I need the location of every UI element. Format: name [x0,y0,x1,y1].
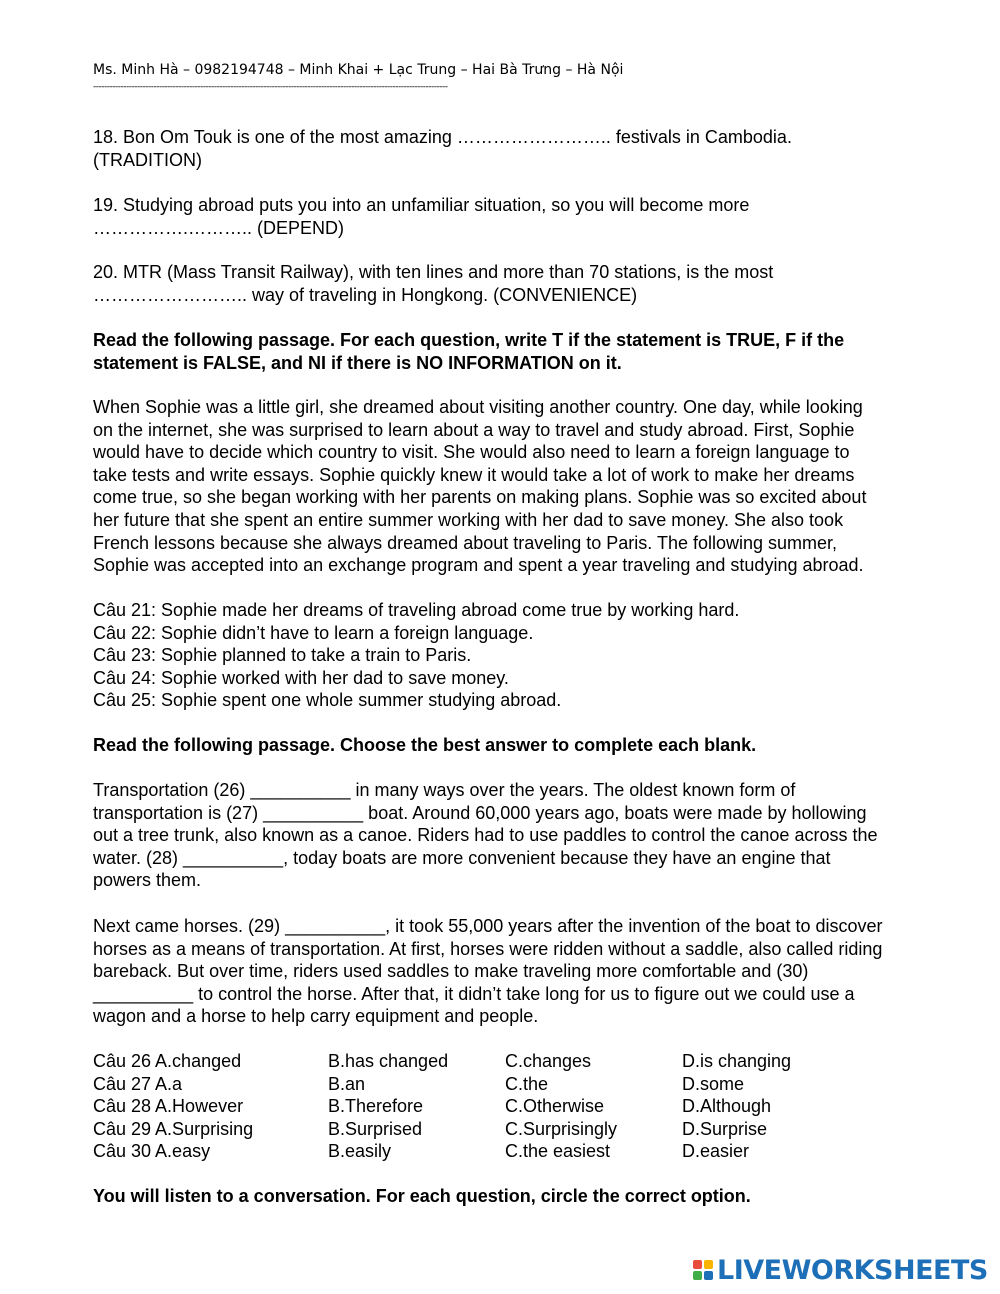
tf-passage [93,396,866,577]
passage-line: bareback. But over time, riders used saddles to make traveling more comfortable and (30) [93,961,809,982]
option-26-b: B.has changed [328,1051,449,1071]
logo-square-icon [693,1260,702,1269]
liveworksheets-logo [693,1254,988,1286]
option-27-d: D.some [682,1073,745,1094]
passage-line: Next came horses. (29) __________, it took 55,000 years after the invention of the boat to discover [93,916,883,936]
question-22: Câu 22: Sophie didn’t have to learn a foreign language. [93,622,534,643]
option-28-d: D.Although [682,1096,772,1117]
question-19: 19. Studying abroad puts you into an unfamiliar situation, so you will become more …………….……….. (DEPEND) [93,195,750,238]
option-30-b: B.easily [328,1141,392,1162]
passage-line: When Sophie was a little girl, she dreamed about visiting another country. One day, while looking [93,397,863,417]
options-row-28 [93,1095,882,1118]
options-row-26 [93,1050,882,1073]
question-20: 20. MTR (Mass Transit Railway), with ten lines and more than 70 stations, is the most …………………….. way of traveling in Hongkong. (CONVENIENCE) [93,262,774,305]
listening-instruction: You will listen to a conversation. For each question, circle the correct option. [93,1186,751,1206]
cloze-paragraph-1 [93,779,877,892]
passage-line: __________ to control the horse. After that, it didn’t take long for us to figure out we could use a [93,983,855,1004]
logo-square-icon [693,1271,702,1280]
logo-text: LIVEWORKSHEETS [717,1254,988,1286]
options-row-29 [93,1118,882,1141]
cloze-instruction: Read the following passage. Choose the best answer to complete each blank. [93,735,757,755]
options-row-27 [93,1073,882,1096]
passage-line: her future that she spent an entire summer working with her dad to save money. She also took [93,509,844,530]
question-21: Câu 21: Sophie made her dreams of traveling abroad come true by working hard. [93,600,740,620]
passage-line: transportation is (27) __________ boat. Around 60,000 years ago, boats were made by hollowing [93,802,867,823]
passage-line: Transportation (26) __________ in many ways over the years. The oldest known form of [93,780,796,800]
passage-line: on the internet, she was surprised to learn about a way to travel and study abroad. First, Sophie [93,419,855,440]
header-separator: --------------------------------------------------------------------------------------------------------------------------------- [93,82,448,92]
passage-line: take tests and write essays. Sophie quickly knew it would take a lot of work to make her dreams [93,464,855,485]
passage-line: come true, so she began working with her parents on making plans. Sophie was so excited about [93,487,867,508]
option-30-a: Câu 30 A.easy [93,1141,211,1162]
passage-line: powers them. [93,870,202,891]
option-29-d: D.Surprise [682,1118,768,1139]
option-27-a: Câu 27 A.a [93,1073,183,1094]
options-row-30 [93,1140,882,1163]
question-24: Câu 24: Sophie worked with her dad to save money. [93,667,509,688]
option-26-d: D.is changing [682,1051,792,1071]
passage-line: would have to decide which country to visit. She would also need to learn a foreign language to [93,442,850,463]
passage-line: out a tree trunk, also known as a canoe. Riders had to use paddles to control the canoe across the [93,825,878,846]
option-27-b: B.an [328,1073,366,1094]
option-30-d: D.easier [682,1141,750,1162]
tf-instruction: Read the following passage. For each question, write T if the statement is TRUE, F if the statement is FALSE, and NI if there is NO INFORMATION on it. [93,330,845,373]
option-28-a: Câu 28 A.However [93,1096,244,1117]
option-28-b: B.Therefore [328,1096,424,1117]
question-18: 18. Bon Om Touk is one of the most amazing …………………….. festivals in Cambodia. (TRADITION) [93,127,792,170]
header-contact: Ms. Minh Hà – 0982194748 – Minh Khai + Lạc Trung – Hai Bà Trưng – Hà Nội [93,62,624,78]
option-26-a: Câu 26 A.changed [93,1051,242,1071]
passage-line: Sophie was accepted into an exchange program and spent a year traveling and studying abroad. [93,555,864,576]
passage-line: horses as a means of transportation. At first, horses were ridden without a saddle, also called riding [93,938,883,959]
logo-square-icon [704,1260,713,1269]
question-23: Câu 23: Sophie planned to take a train to Paris. [93,645,472,666]
option-28-c: C.Otherwise [505,1096,605,1117]
option-29-a: Câu 29 A.Surprising [93,1118,254,1139]
passage-line: French lessons because she always dreamed about traveling to Paris. The following summer, [93,532,838,553]
question-25: Câu 25: Sophie spent one whole summer studying abroad. [93,690,562,711]
tf-questions [93,599,739,712]
option-29-b: B.Surprised [328,1118,423,1139]
option-26-c: C.changes [505,1051,592,1071]
cloze-paragraph-2 [93,915,882,1028]
option-29-c: C.Surprisingly [505,1118,618,1139]
option-27-c: C.the [505,1073,549,1094]
answer-options-table [93,1050,882,1163]
logo-mark-icon [693,1260,713,1280]
passage-line: wagon and a horse to help carry equipment and people. [93,1006,539,1027]
option-30-c: C.the easiest [505,1141,611,1162]
logo-square-icon [704,1271,713,1280]
passage-line: water. (28) __________, today boats are more convenient because they have an engine that [93,847,831,868]
